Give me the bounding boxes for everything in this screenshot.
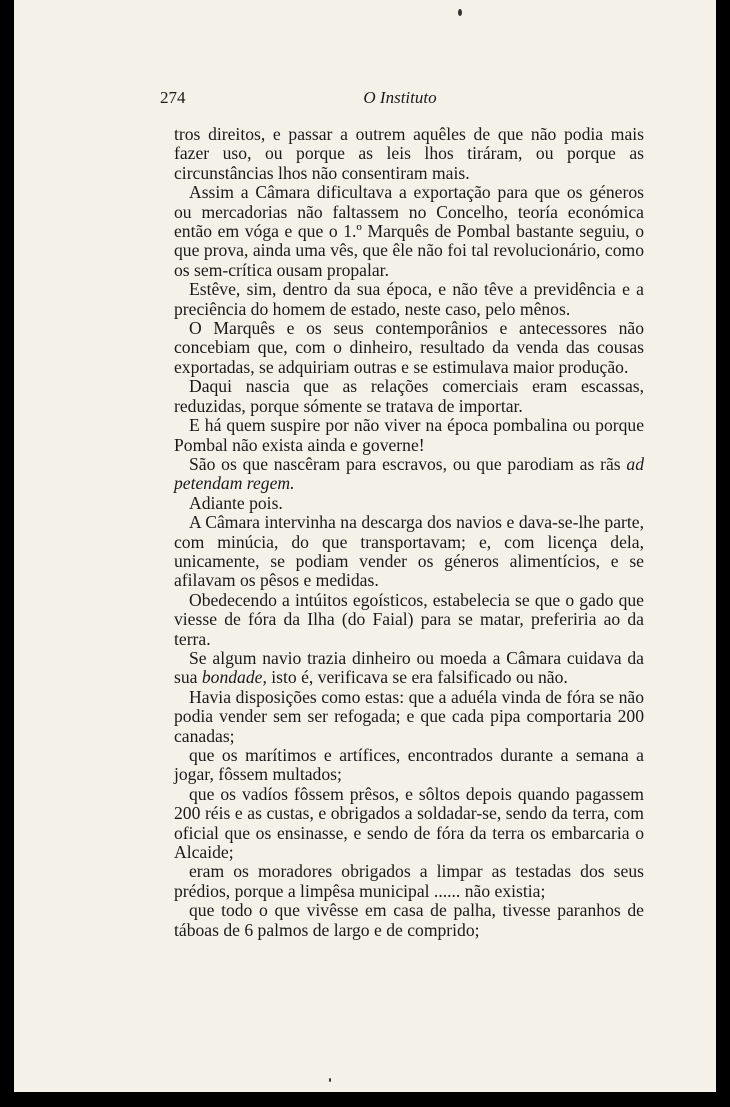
page-number: 274 [160, 88, 186, 107]
ink-speck [329, 1078, 331, 1082]
paragraph: tros direitos, e passar a outrem aquêles de que não podia mais fazer uso, ou porque as leis lhos tiráram, ou porque as circunstâncias lhos não consentiram mais. [174, 124, 644, 183]
paragraph: A Câmara intervinha na descarga dos navios e dava-se-lhe parte, com minúcia, do que transportavam; e, com licença dela, unicamente, se podiam vender os géneros alimentícios, e se afilavam os pêsos e medidas. [174, 512, 644, 591]
paragraph: Estêve, sim, dentro da sua época, e não têve a previdência e a preciência do homem de estado, neste caso, pelo mênos. [174, 279, 644, 319]
page-header [159, 88, 641, 112]
paragraph: Obedecendo a intúitos egoísticos, estabelecia se que o gado que viesse de fóra da Ilha (do Faial) para se matar, preferiria ao da terra. [174, 589, 644, 649]
paragraph: São os que nascêram para escravos, ou que parodiam as rãs ad petendam regem. [174, 453, 644, 494]
paragraph: eram os moradores obrigados a limpar as testadas dos seus prédios, porque a limpêsa municipal ...... não existia; [174, 861, 644, 901]
paragraph: Adiante pois. [189, 492, 283, 513]
paragraph: Assim a Câmara dificultava a exportação para que os géneros ou mercadorias não faltassem no Concelho, teoría económica então em vóga e que o 1.º Marquês de Pombal bastante seguiu, o que prova, ainda uma vês, que êle não foi tal revolucionário, como os sem-crítica ousam propalar. [174, 182, 644, 280]
running-title: O Instituto [363, 88, 437, 107]
paragraph: Daqui nascia que as relações comerciais eram escassas, reduzidas, porque sómente se tratava de importar. [174, 376, 644, 416]
paragraph: O Marquês e os seus contemporânios e antecessores não concebiam que, com o dinheiro, resultado da venda das cousas exportadas, se adquiriam outras e se estimulava maior produção. [174, 318, 644, 377]
ink-speck [458, 9, 462, 16]
latin-phrase: ad petendam regem. [174, 453, 644, 494]
italic-word: bondade, [201, 667, 267, 688]
body-text [174, 125, 644, 940]
paragraph: Se algum navio trazia dinheiro ou moeda a Câmara cuidava da sua bondade, isto é, verificava se era falsificado ou não. [174, 647, 644, 688]
paragraph: E há quem suspire por não viver na época pombalina ou porque Pombal não exista ainda e governe! [174, 415, 644, 455]
paragraph: que os marítimos e artífices, encontrados durante a semana a jogar, fôssem multados; [174, 745, 644, 785]
paragraph: Havia disposições como estas: que a aduéla vinda de fóra se não podia vender sem ser refogada; e que cada pipa comportaria 200 canadas; [174, 686, 644, 746]
book-page [14, 0, 716, 1092]
paragraph: que todo o que vivêsse em casa de palha, tivesse paranhos de táboas de 6 palmos de largo e de comprido; [174, 900, 644, 940]
paragraph: que os vadíos fôssem prêsos, e sôltos depois quando pagassem 200 réis e as custas, e obrigados a soldadar-se, sendo da terra, com oficial que os ensinasse, e sendo de fóra da terra os embarcaria o Alcaide; [174, 783, 644, 863]
